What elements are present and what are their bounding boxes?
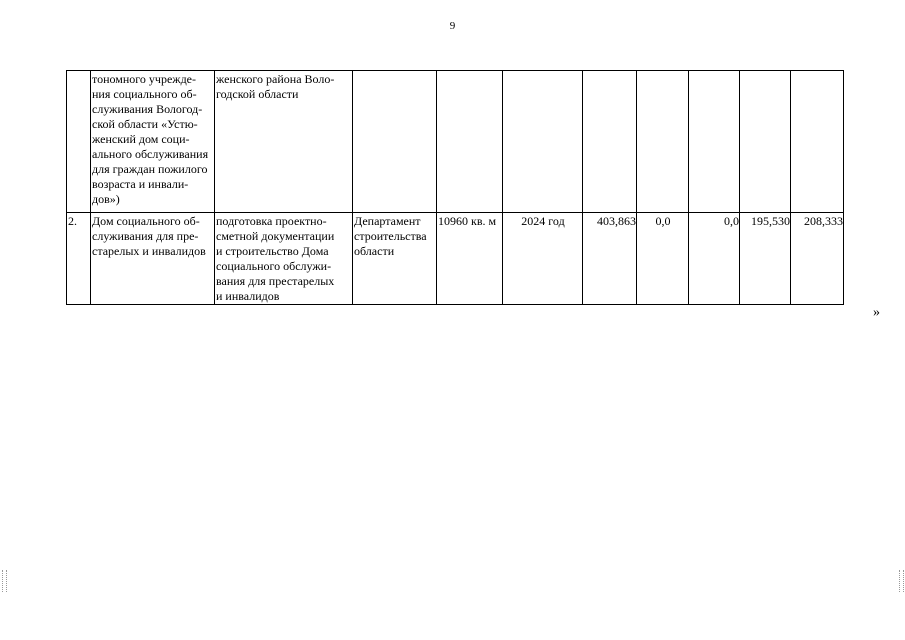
year-cell: 2024 год — [503, 213, 583, 305]
value-cell — [689, 71, 740, 213]
value-cell — [637, 71, 689, 213]
program-table — [66, 70, 844, 305]
value-cell — [791, 71, 844, 213]
value-cell: 0,0 — [689, 213, 740, 305]
value-cell — [740, 71, 791, 213]
page-number: 9 — [449, 20, 456, 32]
activity-cell: подготовка проектно- сметной документации и строительство Дома социального обслужи- вания для престарелых и инвалидов — [215, 213, 353, 305]
row-index-cell: 2. — [67, 213, 91, 305]
right-margin-mark — [899, 570, 904, 592]
table-row — [67, 213, 844, 305]
left-margin-mark — [2, 570, 7, 592]
total-cell: 403,863 — [583, 213, 637, 305]
value-cell: 0,0 — [637, 213, 689, 305]
responsible-cell — [353, 71, 437, 213]
table-row — [67, 71, 844, 213]
closing-quote: » — [873, 305, 880, 320]
value-cell: 195,530 — [740, 213, 791, 305]
year-cell — [503, 71, 583, 213]
activity-cell: женского района Воло- годской области — [215, 71, 353, 213]
responsible-cell: Департамент строительства области — [353, 213, 437, 305]
capacity-cell: 10960 кв. м — [437, 213, 503, 305]
value-cell: 208,333 — [791, 213, 844, 305]
row-index-cell — [67, 71, 91, 213]
object-name-cell: Дом социального об- служивания для пре- старелых и инвалидов — [91, 213, 215, 305]
capacity-cell — [437, 71, 503, 213]
total-cell — [583, 71, 637, 213]
object-name-cell: тономного учрежде- ния социального об- служивания Вологод- ской области «Устю- женский дом соци- ального обслуживания для граждан пожилого возраста и инвали- дов») — [91, 71, 215, 213]
